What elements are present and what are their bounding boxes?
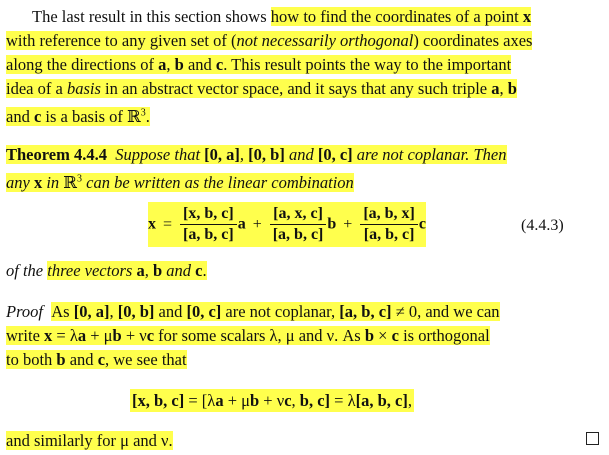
highlight: any x in ℝ$^3$ can be written as the linear combination [6,172,354,192]
highlight: Theorem 4.4.4 Suppose that [0, a], [0, b] and [0, c] are not coplanar. Then [6,145,507,164]
equation-proof [130,391,414,411]
proof-label: Proof [6,302,43,321]
highlight: x = $\frac{[x, b, c]}{[a, b, c]}$ a + $\frac{[a, x, c]}{[a, b, c]}$ b + $\frac{[a, b, x]}{[a, b, c]}$ c [148,202,426,247]
highlight: and c is a basis of ℝ$^3$. [6,106,150,126]
highlight: As [0, a], [0, b] and [0, c] are not coplanar, [a, b, c] ≠ 0, and we can [51,302,500,321]
fraction-1: $\frac{[x, b, c]}{[a, b, c]}$ [180,204,237,245]
highlight: along the directions of a, b and c. This result points the way to the important [6,55,512,74]
para1-line2 [6,30,532,52]
para1-line4 [6,78,517,100]
proof-last-line [6,430,173,452]
theorem-line1 [6,144,507,166]
theorem-label: Theorem 4.4.4 [6,145,107,164]
highlight: three vectors a, b and c. [47,261,207,280]
proof-line3 [6,349,187,371]
highlight: idea of a basis in an abstract vector space, and it says that any such triple a, b [6,79,517,98]
highlight: write x = λa + μb + νc for some scalars λ, μ and ν. As b × c is orthogonal [6,326,490,345]
highlight: and similarly for μ and ν. [6,431,173,450]
para1-line5 [6,102,150,128]
fraction-2: $\frac{[a, x, c]}{[a, b, c]}$ [270,204,327,245]
highlight: how to find the coordinates of a point x [270,7,532,26]
proof-line1 [6,301,500,323]
highlight: [x, b, c] = [λa + μb + νc, b, c] = λ[a, b, c], [132,391,412,410]
para1-line1: The last result in this section shows how to find the coordinates of a point x [32,7,532,26]
fraction-3: $\frac{[a, b, x]}{[a, b, c]}$ [360,204,418,245]
theorem-line2 [6,168,354,194]
equation-4-4-3 [148,202,426,247]
theorem-line3: of the three vectors a, b and c. [6,261,207,280]
proof-line2 [6,325,490,347]
qed-square-icon [586,432,599,445]
equation-number: (4.4.3) [521,217,564,234]
highlight: with reference to any given set of (not necessarily orthogonal) coordinates axes [6,31,533,50]
highlight: to both b and c, we see that [6,350,187,369]
para1-line3 [6,54,511,76]
